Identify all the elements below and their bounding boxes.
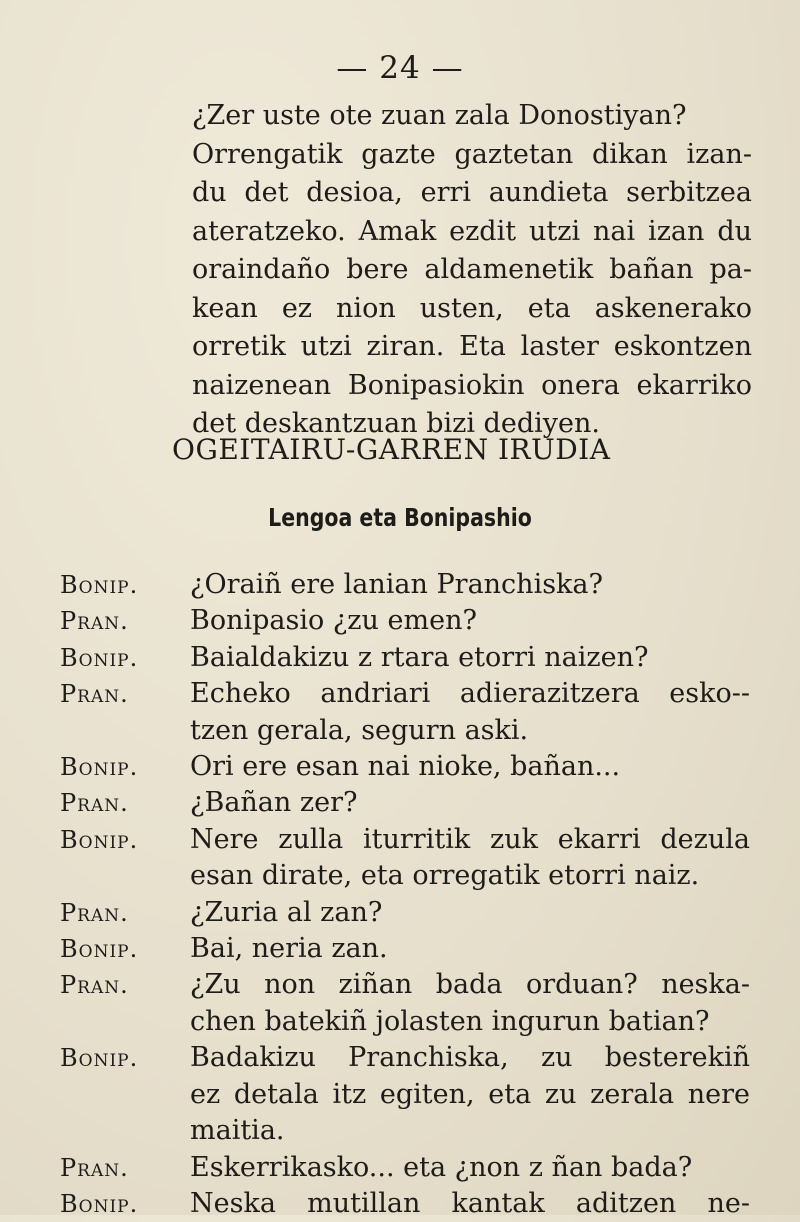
speech-line: maitia. [190, 1115, 285, 1147]
speaker-label: Pran. [60, 680, 129, 709]
speech-line: Neska mutillan kantak aditzen ne- [190, 1187, 750, 1219]
intro-line: ateratzeko. Amak ezdit utzi nai izan du [192, 215, 752, 247]
dialogue-turn [60, 967, 760, 1040]
speech-line: Baialdakizu z rtara etorri naizen? [190, 641, 649, 673]
dialogue-turn [60, 603, 760, 639]
intro-paragraph [192, 97, 752, 444]
dialogue [60, 567, 760, 1222]
dialogue-turn [60, 640, 760, 676]
speech-line: ¿Zuria al zan? [190, 896, 383, 928]
speech [190, 967, 750, 1040]
intro-line: kean ez nion usten, eta askenerako [192, 292, 752, 324]
dialogue-turn [60, 567, 760, 603]
speech-line: esan dirate, eta orregatik etorri naiz. [190, 860, 700, 892]
speaker-label: Bonip. [60, 571, 139, 599]
speech-line: ¿Bañan zer? [190, 787, 358, 819]
speaker-label: Pran. [60, 971, 129, 1000]
dialogue-turn [60, 749, 760, 785]
dialogue-turn [60, 1186, 760, 1222]
speech [190, 785, 750, 821]
speech-line: Bonipasio ¿zu emen? [190, 605, 477, 637]
speech [190, 749, 750, 785]
speech [190, 640, 750, 676]
speech-line: ¿Oraiñ ere lanian Pranchiska? [190, 569, 603, 600]
speaker-label: Bonip. [60, 753, 139, 782]
dialogue-turn [60, 822, 760, 895]
speech-line: chen batekiñ jolasten ingurun batian? [190, 1005, 710, 1037]
speech-line: ¿Zu non ziñan bada orduan? neska- [190, 969, 750, 1001]
speech [190, 603, 750, 639]
speech-line: Bai, neria zan. [190, 933, 388, 965]
speech-line: Nere zulla iturritik zuk ekarri dezula [190, 823, 750, 855]
speech [190, 1040, 750, 1149]
speech-line: Echeko andriari adierazitzera esko-- [190, 678, 750, 710]
intro-line: Orrengatik gazte gaztetan dikan izan- [192, 138, 752, 170]
speech [190, 1186, 750, 1222]
speech [190, 895, 750, 931]
dialogue-turn [60, 785, 760, 821]
speech [190, 1150, 750, 1186]
speech [190, 822, 750, 895]
speech-line: Badakizu Pranchiska, zu besterekiñ [190, 1042, 750, 1074]
speaker-label: Bonip. [60, 643, 139, 672]
speech-line: Ori ere esan nai nioke, bañan... [190, 751, 621, 783]
intro-line: du det desioa, erri aundieta serbitzea [192, 177, 752, 208]
speech-line: Eskerrikasko... eta ¿non z ñan bada? [190, 1151, 693, 1183]
speaker-label: Bonip. [60, 1189, 139, 1218]
speech-line: ez detala itz egiten, eta zu zerala nere [190, 1078, 750, 1110]
intro-line: det deskantzuan bizi dediyen. [192, 408, 600, 439]
speaker-label: Bonip. [60, 825, 139, 854]
dialogue-turn [60, 1150, 760, 1186]
speech [190, 567, 750, 603]
speaker-label: Pran. [60, 898, 129, 927]
dialogue-turn [60, 895, 760, 931]
speech-line: tzen gerala, segurn aski. [190, 714, 529, 746]
intro-line: naizenean Bonipasiokin onera ekarriko [192, 369, 752, 401]
dialogue-turn [60, 1040, 760, 1149]
speech [190, 676, 750, 749]
speech [190, 931, 750, 967]
intro-line: ¿Zer uste ote zuan zala Donostiyan? [192, 100, 687, 131]
speaker-label: Pran. [60, 789, 129, 818]
dialogue-turn [60, 676, 760, 749]
scene-subtitle: Lengoa eta Bonipashio [268, 503, 532, 532]
dialogue-turn [60, 931, 760, 967]
page-number: — 24 — [336, 50, 464, 86]
speaker-label: Bonip. [60, 1044, 139, 1073]
intro-line: orretik utzi ziran. Eta laster eskontzen [192, 331, 752, 362]
speaker-label: Pran. [60, 607, 129, 636]
intro-line: oraindaño bere aldamenetik bañan pa- [192, 254, 752, 285]
scene-title: OGEITAIRU-GARREN IRUDIA [172, 433, 611, 466]
speaker-label: Bonip. [60, 935, 139, 964]
speaker-label: Pran. [60, 1153, 129, 1182]
